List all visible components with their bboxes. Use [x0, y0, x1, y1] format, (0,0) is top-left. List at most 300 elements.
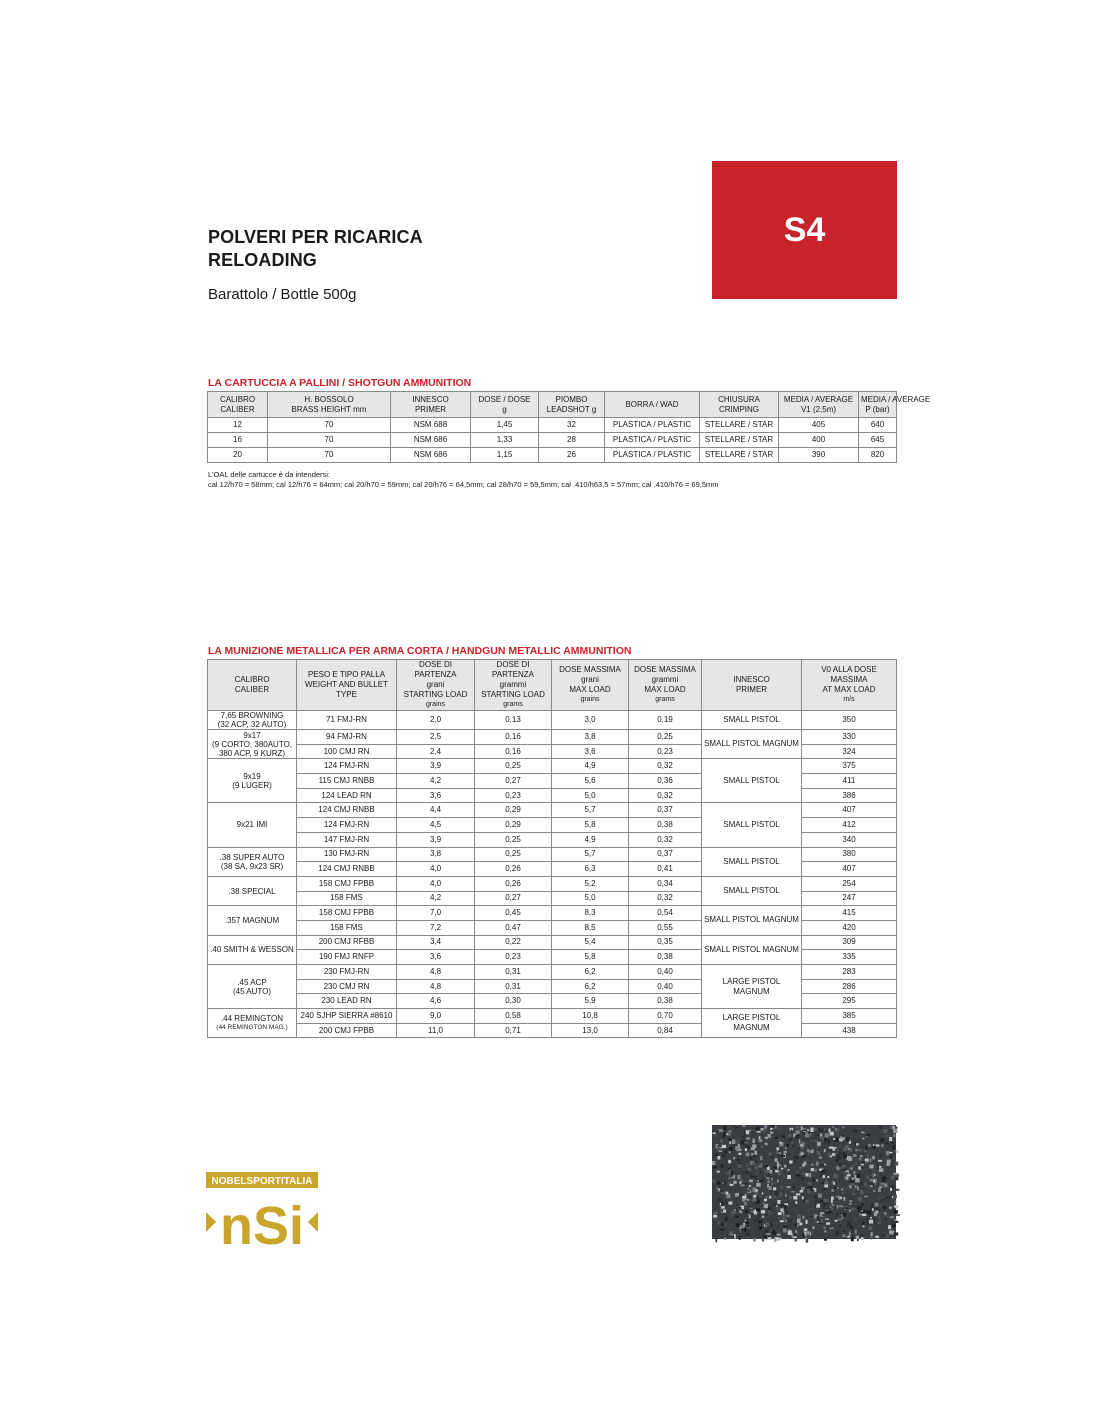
powder-grain [812, 1226, 814, 1229]
powder-grain [772, 1212, 775, 1214]
table-row [208, 876, 897, 891]
powder-grain [730, 1214, 734, 1217]
table-cell: 12 [208, 418, 268, 433]
powder-grain [777, 1207, 780, 1211]
header-text: CALIBRO [219, 394, 256, 404]
table-cell: 94 FMJ-RN [297, 730, 397, 745]
powder-grain [754, 1151, 757, 1155]
powder-grain [791, 1141, 793, 1144]
powder-grain [770, 1125, 774, 1127]
table-cell: 0,16 [475, 730, 552, 745]
table-cell: 3,6 [397, 950, 475, 965]
powder-grain [874, 1163, 876, 1167]
table-cell: 0,27 [475, 891, 552, 906]
powder-grain [842, 1214, 844, 1216]
shotgun-header-row [208, 392, 897, 418]
table-cell: 32 [539, 418, 605, 433]
powder-grain [757, 1170, 760, 1174]
powder-grain [793, 1127, 795, 1130]
table-cell: 0,25 [629, 730, 702, 745]
caliber-cell [208, 730, 297, 759]
powder-grain [843, 1197, 845, 1201]
powder-grain [887, 1160, 891, 1164]
primer-cell: SMALL PISTOL [702, 711, 802, 730]
handgun-heading: LA MUNIZIONE METALLICA PER ARMA CORTA / HANDGUN METALLIC AMMUNITION [208, 645, 632, 657]
powder-grain [776, 1222, 779, 1225]
powder-grain [747, 1199, 749, 1201]
powder-grain [778, 1139, 780, 1141]
shotgun-col-header [268, 392, 391, 418]
header-text: DOSE MASSIMA [559, 665, 621, 674]
powder-grain [722, 1135, 724, 1138]
table-cell: 124 FMJ-RN [297, 818, 397, 833]
powder-grain [795, 1170, 799, 1175]
velocity-cell: 386 [802, 788, 897, 803]
table-cell: 124 FMJ-RN [297, 759, 397, 774]
powder-grain [852, 1177, 854, 1180]
caliber-text: .44 REMINGTON [220, 1014, 284, 1024]
oal-note-line-1: L'OAL delle cartucce è da intendersi: [208, 470, 331, 479]
powder-grain [871, 1232, 873, 1236]
table-cell: 158 CMJ FPBB [297, 876, 397, 891]
powder-grain [717, 1171, 720, 1173]
powder-grain [792, 1145, 794, 1147]
powder-grain [713, 1215, 717, 1218]
powder-grain [781, 1155, 785, 1157]
powder-grain [714, 1134, 718, 1137]
powder-grain [751, 1175, 754, 1177]
powder-grain [752, 1187, 755, 1191]
header-text: grains [425, 701, 446, 708]
table-cell: 9,0 [397, 1009, 475, 1024]
powder-grain [762, 1192, 764, 1194]
powder-grain [858, 1191, 860, 1193]
powder-grain [851, 1208, 854, 1212]
powder-grain [797, 1224, 799, 1227]
powder-grain [866, 1146, 868, 1150]
powder-grain [746, 1222, 750, 1224]
powder-grain [745, 1219, 747, 1221]
velocity-cell: 340 [802, 832, 897, 847]
powder-grain [848, 1222, 851, 1226]
powder-grain [861, 1161, 865, 1163]
powder-grain [807, 1231, 809, 1234]
table-cell: 147 FMJ-RN [297, 832, 397, 847]
powder-grain [861, 1210, 863, 1212]
powder-grain [889, 1153, 893, 1157]
logo-left-chevron [206, 1212, 216, 1232]
header-text: CHIUSURA [718, 394, 760, 404]
logo-main-text: nSi [219, 1196, 305, 1256]
table-cell: 0,32 [629, 832, 702, 847]
powder-grain [784, 1205, 786, 1209]
powder-grain [875, 1182, 877, 1185]
powder-grain [749, 1157, 752, 1160]
table-cell: 5,9 [552, 994, 629, 1009]
powder-grain [831, 1208, 834, 1210]
powder-grain [821, 1161, 825, 1163]
powder-grain [819, 1156, 822, 1159]
powder-grain [717, 1151, 719, 1153]
powder-grain [747, 1137, 750, 1139]
table-cell: 0,54 [629, 906, 702, 921]
powder-grain [851, 1191, 855, 1194]
powder-grain [824, 1164, 826, 1166]
powder-grain [784, 1165, 787, 1168]
powder-grain [732, 1211, 736, 1214]
table-cell: 0,34 [629, 876, 702, 891]
table-cell: STELLARE / STAR [700, 418, 779, 433]
powder-grain [888, 1225, 891, 1229]
powder-grain [854, 1188, 858, 1192]
powder-grain [739, 1211, 741, 1213]
powder-grain [791, 1191, 795, 1193]
table-cell: 10,8 [552, 1009, 629, 1024]
table-row [208, 433, 897, 448]
powder-grain [776, 1128, 780, 1131]
powder-grain [744, 1228, 747, 1232]
table-cell: 5,4 [552, 935, 629, 950]
powder-grain [834, 1230, 836, 1232]
powder-grain [775, 1170, 778, 1173]
handgun-col-header [397, 660, 475, 711]
table-row [208, 803, 897, 818]
powder-grain [846, 1176, 849, 1180]
powder-grain [870, 1236, 872, 1240]
powder-grain [755, 1192, 758, 1195]
powder-grain [726, 1133, 729, 1135]
powder-grain [718, 1221, 720, 1225]
powder-grain [774, 1237, 776, 1242]
table-cell: 2,0 [397, 711, 475, 730]
handgun-col-header [702, 660, 802, 711]
powder-grain [729, 1177, 731, 1179]
powder-grain [841, 1189, 843, 1191]
velocity-cell: 324 [802, 744, 897, 759]
powder-grain [719, 1129, 723, 1132]
powder-grain [721, 1190, 723, 1192]
title-block [208, 226, 423, 303]
table-cell: 0,23 [475, 950, 552, 965]
powder-grain [721, 1212, 723, 1214]
powder-grain [831, 1199, 833, 1202]
table-cell: 6,2 [552, 965, 629, 980]
table-cell: 0,70 [629, 1009, 702, 1024]
velocity-cell: 411 [802, 774, 897, 789]
powder-grain [863, 1222, 865, 1226]
powder-grain [875, 1172, 878, 1176]
powder-grain [769, 1153, 772, 1156]
powder-grain [725, 1150, 727, 1153]
powder-grain [801, 1152, 803, 1156]
caliber-text: .45 ACP [237, 977, 267, 987]
table-cell: 4,8 [397, 979, 475, 994]
powder-grain [895, 1189, 900, 1191]
powder-grain [894, 1177, 898, 1180]
powder-grain [867, 1186, 871, 1188]
powder-grain [779, 1142, 782, 1144]
powder-grain [830, 1232, 832, 1235]
powder-grain [879, 1126, 882, 1130]
table-cell: 115 CMJ RNBB [297, 774, 397, 789]
table-cell: 124 CMJ RNBB [297, 862, 397, 877]
primer-cell: SMALL PISTOL [702, 759, 802, 803]
powder-grain [860, 1182, 863, 1185]
table-cell: 6,2 [552, 979, 629, 994]
table-cell: STELLARE / STAR [700, 433, 779, 448]
table-cell: 0,47 [475, 920, 552, 935]
powder-grain [843, 1165, 847, 1167]
powder-grain [807, 1129, 810, 1131]
powder-grain [715, 1154, 717, 1156]
powder-grain [829, 1147, 833, 1149]
powder-grain [759, 1227, 762, 1230]
table-cell: 0,45 [475, 906, 552, 921]
header-text: m/s [843, 696, 855, 703]
powder-grain [786, 1215, 790, 1217]
table-cell: 0,32 [629, 891, 702, 906]
header-text: DOSE DI PARTENZA [414, 660, 457, 679]
powder-grain [875, 1145, 879, 1147]
powder-grain [845, 1207, 849, 1209]
powder-grain [808, 1236, 810, 1238]
powder-grain [798, 1148, 800, 1150]
table-row [208, 418, 897, 433]
powder-grain [824, 1232, 828, 1234]
table-cell: 0,16 [475, 744, 552, 759]
table-cell: 11,0 [397, 1023, 475, 1038]
powder-grain [855, 1230, 857, 1234]
powder-grain [836, 1213, 838, 1215]
powder-grain [729, 1231, 733, 1235]
table-cell: 240 SJHP SIERRA #8610 [297, 1009, 397, 1024]
product-badge [712, 161, 897, 299]
powder-grain [829, 1227, 833, 1229]
table-cell: 5,0 [552, 891, 629, 906]
powder-grain [872, 1169, 876, 1172]
powder-grain [718, 1186, 721, 1188]
powder-grain [873, 1190, 876, 1192]
powder-grain [801, 1126, 803, 1130]
powder-grain [806, 1220, 808, 1224]
powder-grain [849, 1203, 852, 1205]
table-cell: 0,38 [629, 950, 702, 965]
table-cell: 400 [779, 433, 859, 448]
powder-grain [881, 1196, 884, 1199]
powder-grain [740, 1142, 743, 1144]
powder-grain [832, 1126, 834, 1128]
velocity-cell: 412 [802, 818, 897, 833]
caliber-text: .38 SPECIAL [228, 886, 276, 896]
powder-grain [886, 1234, 888, 1237]
powder-grain [837, 1231, 839, 1235]
powder-grain [814, 1219, 816, 1222]
powder-grain [783, 1216, 785, 1220]
powder-grain [837, 1219, 841, 1221]
powder-grain [752, 1197, 754, 1201]
powder-grain [894, 1200, 896, 1204]
powder-grain [814, 1128, 817, 1131]
powder-grain [733, 1157, 735, 1159]
powder-grain [790, 1144, 792, 1147]
powder-grain [802, 1196, 804, 1199]
powder-grain [854, 1175, 856, 1179]
table-cell: 5,2 [552, 876, 629, 891]
powder-grain [871, 1204, 874, 1209]
table-cell: 0,26 [475, 876, 552, 891]
powder-grain [739, 1236, 741, 1240]
powder-grain [777, 1200, 780, 1204]
powder-grain [734, 1209, 736, 1211]
powder-grain [813, 1178, 815, 1182]
powder-grain [850, 1149, 853, 1152]
powder-grain [714, 1218, 717, 1221]
table-cell: 5,6 [552, 774, 629, 789]
powder-grain [878, 1188, 881, 1192]
table-cell: 405 [779, 418, 859, 433]
table-cell: 71 FMJ-RN [297, 711, 397, 730]
shotgun-col-header [391, 392, 471, 418]
powder-grain [781, 1204, 784, 1207]
powder-grain [735, 1127, 739, 1129]
table-cell: 6,3 [552, 862, 629, 877]
powder-grain [771, 1195, 775, 1199]
powder-grain [860, 1159, 862, 1161]
powder-grain [809, 1216, 813, 1218]
table-cell: NSM 686 [391, 433, 471, 448]
powder-grain [800, 1167, 803, 1169]
powder-grain [724, 1238, 726, 1240]
powder-grain [745, 1171, 749, 1174]
header-text: STARTING LOAD [403, 690, 468, 699]
table-cell: 820 [859, 448, 897, 463]
table-cell: 4,8 [397, 965, 475, 980]
powder-grain [795, 1230, 797, 1233]
powder-grain [753, 1155, 757, 1157]
powder-grain [835, 1220, 838, 1222]
header-text: P (bar) [865, 404, 890, 414]
powder-grain [820, 1173, 822, 1177]
powder-grain [878, 1160, 882, 1162]
powder-grain [838, 1129, 840, 1132]
table-cell: 0,31 [475, 979, 552, 994]
powder-grain [739, 1182, 741, 1184]
table-cell: 1,33 [471, 433, 539, 448]
caliber-cell [208, 847, 297, 876]
powder-grain [811, 1231, 814, 1235]
powder-grain [762, 1235, 765, 1237]
powder-grain [857, 1174, 861, 1178]
powder-grain [717, 1145, 720, 1147]
powder-grain [768, 1206, 770, 1211]
handgun-col-header [802, 660, 897, 711]
powder-grain [776, 1151, 779, 1154]
shotgun-col-header [859, 392, 931, 418]
velocity-cell: 380 [802, 847, 897, 862]
caliber-cell [208, 803, 297, 847]
powder-grain [866, 1128, 869, 1131]
powder-grain [817, 1151, 820, 1155]
caliber-text: (38 SA, 9x23 SR) [220, 861, 284, 871]
table-cell: 0,40 [629, 965, 702, 980]
powder-grain [764, 1170, 767, 1173]
powder-grain [747, 1168, 751, 1171]
powder-grain [865, 1182, 867, 1186]
header-text: PRIMER [414, 404, 447, 414]
powder-grain [730, 1170, 732, 1172]
powder-grain [896, 1127, 898, 1129]
powder-grain [751, 1211, 753, 1213]
caliber-text: (44 REMINGTON MAG.) [216, 1024, 288, 1032]
powder-grain [764, 1214, 768, 1216]
powder-grain [882, 1188, 884, 1190]
powder-grain [830, 1156, 833, 1158]
powder-grain [820, 1200, 823, 1202]
powder-grain [742, 1136, 745, 1139]
powder-grain [745, 1163, 748, 1167]
table-cell: 390 [779, 448, 859, 463]
table-cell: 8,5 [552, 920, 629, 935]
powder-grain [796, 1174, 800, 1176]
powder-grain [765, 1137, 768, 1140]
powder-grain [748, 1130, 751, 1132]
powder-grain [842, 1153, 845, 1155]
powder-grain [854, 1147, 857, 1150]
shotgun-col-header [539, 392, 605, 418]
powder-grain [723, 1210, 726, 1213]
powder-grain [720, 1139, 724, 1143]
powder-grain [758, 1220, 763, 1223]
powder-grain [713, 1180, 716, 1183]
powder-grain [728, 1160, 731, 1164]
velocity-cell: 309 [802, 935, 897, 950]
table-cell: 0,25 [475, 759, 552, 774]
powder-grain [861, 1203, 863, 1205]
powder-grain [744, 1141, 748, 1143]
powder-grain [885, 1142, 887, 1144]
powder-grain [829, 1129, 831, 1133]
powder-grain [759, 1139, 763, 1142]
caliber-text: .38 SUPER AUTO [219, 852, 285, 862]
header-text: MEDIA / AVERAGE [783, 394, 854, 404]
header-text: CRIMPING [719, 404, 759, 414]
powder-grain [766, 1233, 770, 1235]
table-cell: 3,6 [397, 788, 475, 803]
table-cell: 0,55 [629, 920, 702, 935]
powder-grain [736, 1223, 741, 1227]
table-cell: 0,71 [475, 1023, 552, 1038]
powder-grain [735, 1146, 739, 1150]
powder-grain [808, 1182, 812, 1185]
powder-grain [894, 1232, 899, 1235]
powder-grain [762, 1237, 764, 1241]
powder-grain [817, 1142, 821, 1146]
powder-grain [880, 1155, 882, 1158]
powder-grain [853, 1154, 857, 1157]
powder-grain [869, 1226, 873, 1230]
powder-grain [764, 1176, 766, 1178]
powder-grain [770, 1132, 774, 1134]
powder-grain [763, 1202, 766, 1204]
powder-grain [834, 1174, 838, 1178]
powder-grain [767, 1181, 769, 1183]
powder-grain [832, 1189, 834, 1192]
powder-grain [737, 1159, 740, 1161]
powder-grain [838, 1152, 841, 1155]
powder-grain [815, 1140, 818, 1142]
table-cell: 0,27 [475, 774, 552, 789]
powder-grain [753, 1139, 755, 1144]
